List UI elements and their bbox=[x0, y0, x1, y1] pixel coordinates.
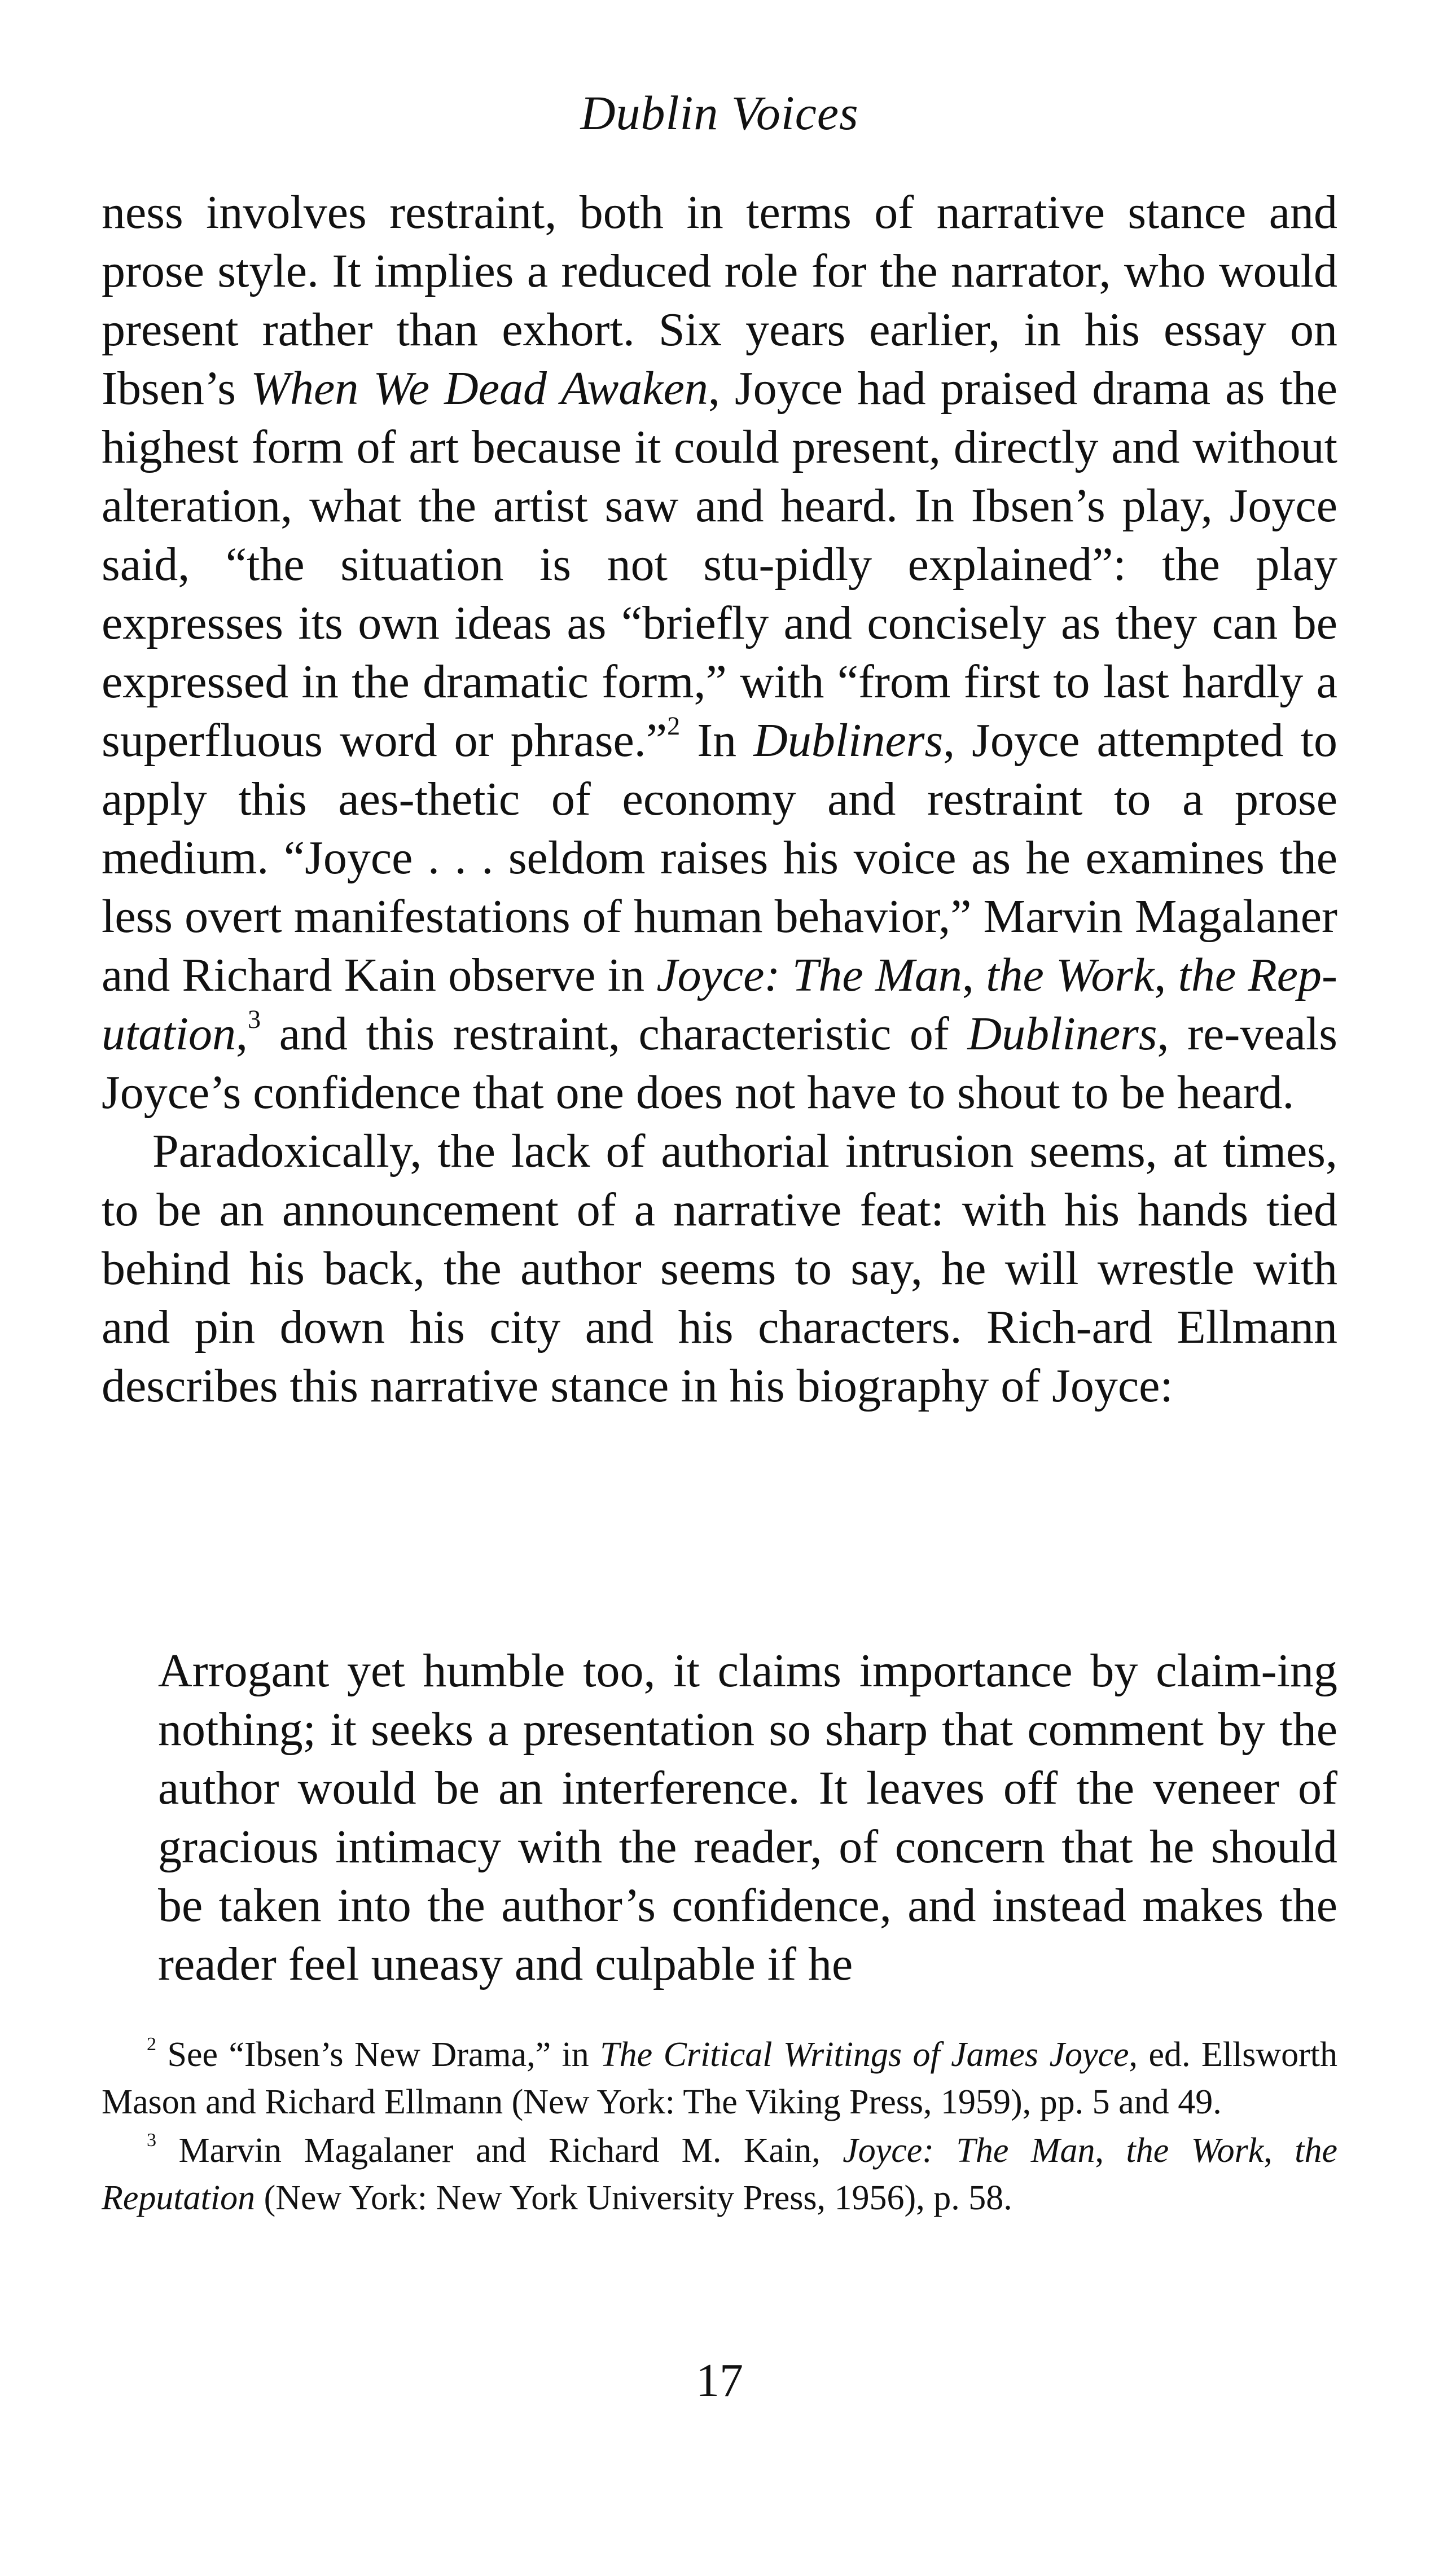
italic-title: Joyce: The Man bbox=[656, 949, 962, 1001]
text-run: , bbox=[1263, 2131, 1295, 2170]
italic-title: the Work bbox=[1126, 2131, 1264, 2170]
italic-title: Dubliners bbox=[967, 1008, 1157, 1060]
footnote-ref-2: 2 bbox=[667, 711, 681, 740]
text-run: , bbox=[1095, 2131, 1126, 2170]
text-run: See “Ibsen’s New Drama,” in bbox=[156, 2036, 600, 2074]
text-run: and this restraint, characteristic of bbox=[261, 1008, 968, 1060]
italic-title: Joyce: The Man bbox=[843, 2131, 1095, 2170]
footnote-3 bbox=[102, 2127, 1337, 2222]
text-run: , re-veals Joyce’s confidence that one does not have to shout to be heard. bbox=[102, 1008, 1337, 1119]
text-run: (New York: New York University Press, 1956), p. 58. bbox=[255, 2179, 1012, 2217]
italic-title: the Reputation bbox=[102, 2131, 1337, 2217]
italic-title: When We Dead Awaken bbox=[251, 362, 708, 415]
italic-title: Dubliners bbox=[753, 714, 944, 767]
footnote-marker: 3 bbox=[147, 2129, 157, 2151]
text-run: Marvin Magalaner and Richard M. Kain, bbox=[156, 2131, 843, 2170]
text-run: ness involves restraint, both in terms of narrative stance and prose style. It implies a reduced role for the narrator, who would present rather than exhort. Six years earlier, in his essay on Ibsen’s bbox=[102, 186, 1337, 415]
text-run: , bbox=[962, 949, 986, 1001]
block-quote: Arrogant yet humble too, it claims importance by claim-ing nothing; it seeks a presentation so sharp that comment by the author would be an interference. It leaves off the veneer of gracious intimacy with the reader, of concern that he should be taken into the author’s confidence, and instead makes the reader feel uneasy and culpable if he bbox=[158, 1645, 1337, 1990]
text-run: , bbox=[236, 1008, 248, 1060]
running-head: Dublin Voices bbox=[580, 86, 859, 140]
text-run: , bbox=[1154, 949, 1178, 1001]
italic-title: the Work bbox=[986, 949, 1155, 1001]
text-run: , Joyce attempted to apply this aes-thetic of economy and restraint to a prose medium. “Joyce . . . seldom raises his voice as he examines the less overt manifestations of human behavior,” Marvin Magalaner and Richard Kain observe in bbox=[102, 714, 1337, 1001]
paragraph-1 bbox=[102, 183, 1337, 1122]
text-run: , ed. Ellsworth Mason and Richard Ellmann (New York: The Viking Press, 1959), pp. 5 and 49. bbox=[102, 2036, 1337, 2121]
text-run: , Joyce had praised drama as the highest form of art because it could present, directly and without alteration, what the artist saw and heard. In Ibsen’s play, Joyce said, “the situation is not stu-pidly explained”: the play expresses its own ideas as “briefly and concisely as they can be expressed in the dramatic form,” with “from first to last hardly a superfluous word or phrase.” bbox=[102, 362, 1337, 767]
italic-title: the Rep-utation bbox=[102, 949, 1338, 1060]
footnote-2 bbox=[102, 2031, 1337, 2126]
paragraph-2: Paradoxically, the lack of authorial intrusion seems, at times, to be an announcement of a narrative feat: with his hands tied behind his back, the author seems to say, he will wrestle with and pin down his city and his characters. Rich-ard Ellmann describes this narrative stance in his biography of Joyce: bbox=[102, 1125, 1337, 1412]
page-number: 17 bbox=[696, 2354, 743, 2407]
italic-title: The Critical Writings of James Joyce bbox=[600, 2036, 1129, 2074]
footnote-marker: 2 bbox=[147, 2033, 157, 2055]
text-run: In bbox=[680, 714, 754, 767]
main-text bbox=[102, 183, 1337, 1416]
footnotes bbox=[102, 2031, 1337, 2223]
footnote-ref-3: 3 bbox=[248, 1004, 261, 1034]
